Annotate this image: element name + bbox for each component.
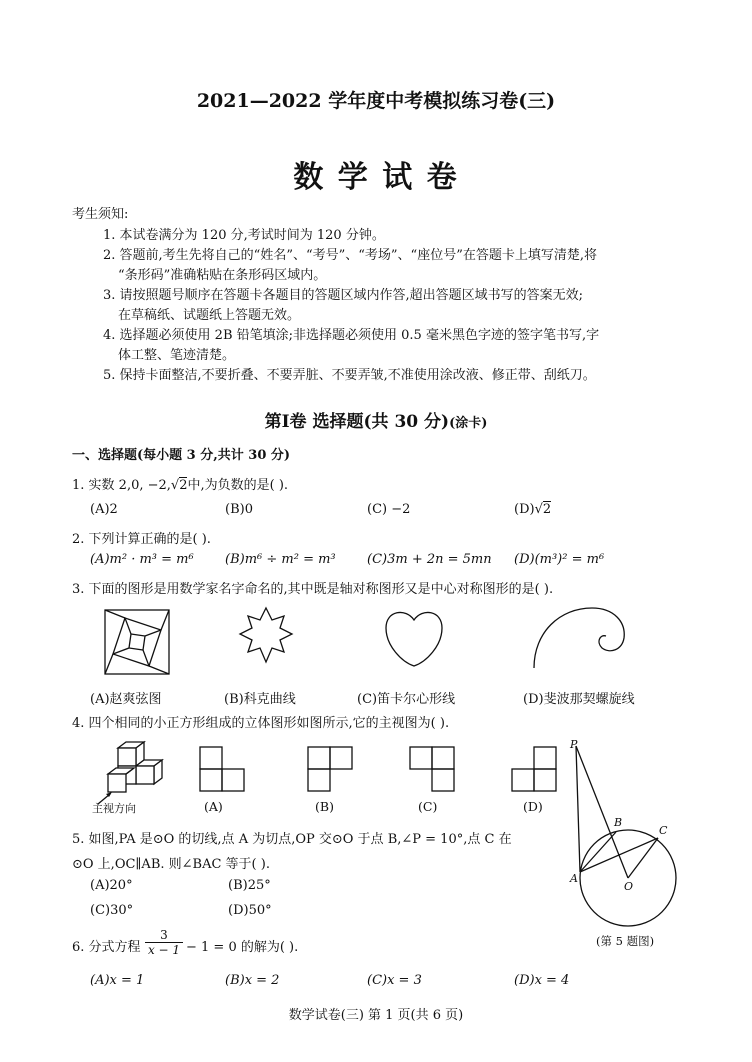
q6-stem-a: 6. 分式方程 bbox=[72, 940, 141, 955]
page-footer: 数学试卷(三) 第 1 页(共 6 页) bbox=[288, 1008, 464, 1023]
q5-option-b: (B)25° bbox=[228, 878, 271, 893]
q6-option-d: (D)x = 4 bbox=[514, 973, 570, 988]
q4-option-a: (A) bbox=[204, 799, 223, 814]
zhao-shuang-figure bbox=[103, 608, 171, 676]
question-3-stem: 3. 下面的图形是用数学家名字命名的,其中既是轴对称图形又是中心对称图形的是( ). bbox=[72, 582, 554, 597]
subject-title: 数 学 试 卷 bbox=[293, 160, 459, 195]
point-label-c: C bbox=[659, 824, 668, 837]
view-option-c bbox=[408, 745, 456, 793]
q1-option-d-radicand: 2 bbox=[542, 502, 552, 517]
q5-option-c: (C)30° bbox=[90, 903, 134, 918]
section-title bbox=[0, 407, 752, 432]
q6-stem-b: − 1 = 0 的解为( ). bbox=[186, 940, 299, 955]
notice-line: “条形码”准确粘贴在条形码区域内。 bbox=[118, 268, 327, 283]
q1-option-b: (B)0 bbox=[225, 502, 253, 517]
point-label-b: B bbox=[614, 816, 623, 829]
q3-option-a: (A)赵爽弦图 bbox=[90, 692, 162, 707]
section-note: (涂卡) bbox=[449, 416, 488, 431]
q5-option-a: (A)20° bbox=[90, 878, 133, 893]
notice-heading: 考生须知: bbox=[72, 207, 129, 222]
q1-option-d-label: (D) bbox=[514, 502, 535, 517]
q2-option-c: (C)3m + 2n = 5mn bbox=[367, 552, 492, 567]
fraction bbox=[145, 928, 183, 957]
exam-title: 2021—2022 学年度中考模拟练习卷(三) bbox=[196, 90, 556, 112]
notice-line: 5. 保持卡面整洁,不要折叠、不要弄脏、不要弄皱,不准使用涂改液、修正带、刮纸刀。 bbox=[103, 368, 596, 383]
q6-option-b: (B)x = 2 bbox=[225, 973, 280, 988]
q1-option-c: (C) −2 bbox=[367, 502, 411, 517]
question-5-line-2: ⊙O 上,OC∥AB. 则∠BAC 等于( ). bbox=[72, 857, 270, 872]
view-option-a bbox=[198, 745, 246, 793]
view-option-b bbox=[306, 745, 354, 793]
fraction-denominator: x − 1 bbox=[147, 943, 181, 957]
q1-stem-c: 中,为负数的是( ). bbox=[187, 478, 289, 493]
fibonacci-spiral-figure bbox=[530, 604, 630, 670]
notice-line: 4. 选择题必须使用 2B 铅笔填涂;非选择题必须使用 0.5 毫米黑色字迹的签字笔书写,字 bbox=[103, 328, 600, 343]
q2-option-b: (B)m⁶ ÷ m² = m³ bbox=[225, 552, 336, 567]
notice-line: 3. 请按照题号顺序在答题卡各题目的答题区域内作答,超出答题区域书写的答案无效; bbox=[103, 288, 584, 303]
q3-option-c: (C)笛卡尔心形线 bbox=[357, 692, 456, 707]
q2-option-d: (D)(m³)² = m⁶ bbox=[514, 552, 605, 567]
q4-option-c: (C) bbox=[418, 799, 438, 814]
q4-option-b: (B) bbox=[315, 799, 334, 814]
cardioid-figure bbox=[382, 606, 446, 668]
figure-caption: (第 5 题图) bbox=[596, 934, 655, 948]
notice-line: 2. 答题前,考生先将自己的“姓名”、“考号”、“考场”、“座位号”在答题卡上填写清楚,将 bbox=[103, 248, 597, 263]
q1-stem-a: 1. 实数 2,0, −2, bbox=[72, 478, 171, 493]
notice-line: 1. 本试卷满分为 120 分,考试时间为 120 分钟。 bbox=[103, 228, 385, 243]
q1-radicand: 2 bbox=[179, 478, 188, 493]
q3-option-b: (B)科克曲线 bbox=[224, 692, 296, 707]
q2-option-a: (A)m² · m³ = m⁶ bbox=[90, 552, 194, 567]
q4-option-d: (D) bbox=[523, 799, 543, 814]
q1-option-d bbox=[514, 502, 551, 517]
question-2-stem: 2. 下列计算正确的是( ). bbox=[72, 532, 211, 547]
q1-option-a: (A)2 bbox=[90, 502, 118, 517]
q3-option-d: (D)斐波那契螺旋线 bbox=[523, 692, 635, 707]
sqrt-symbol: √ bbox=[170, 478, 180, 493]
part-heading: 一、选择题(每小题 3 分,共计 30 分) bbox=[72, 448, 291, 463]
question-4-stem: 4. 四个相同的小正方形组成的立体图形如图所示,它的主视图为( ). bbox=[72, 716, 450, 731]
q5-option-d: (D)50° bbox=[228, 903, 272, 918]
section-title-text: 第Ⅰ卷 选择题(共 30 分) bbox=[264, 412, 450, 432]
view-direction-label: 主视方向 bbox=[92, 802, 136, 815]
notice-line: 体工整、笔迹清楚。 bbox=[118, 348, 236, 363]
question-5-line-1: 5. 如图,PA 是⊙O 的切线,点 A 为切点,OP 交⊙O 于点 B,∠P = 10°,点 C 在 bbox=[72, 832, 512, 847]
fraction-numerator: 3 bbox=[145, 928, 183, 943]
q6-option-c: (C)x = 3 bbox=[367, 973, 422, 988]
notice-line: 在草稿纸、试题纸上答题无效。 bbox=[118, 308, 301, 323]
sqrt-symbol: √ bbox=[534, 502, 543, 517]
point-label-p: P bbox=[570, 738, 578, 751]
point-label-a: A bbox=[570, 872, 578, 885]
view-option-d bbox=[510, 745, 558, 793]
point-label-o: O bbox=[624, 880, 634, 893]
solid-cubes-figure bbox=[96, 738, 176, 806]
question-1-stem bbox=[72, 474, 288, 493]
q6-option-a: (A)x = 1 bbox=[90, 973, 145, 988]
koch-curve-figure bbox=[234, 604, 298, 676]
